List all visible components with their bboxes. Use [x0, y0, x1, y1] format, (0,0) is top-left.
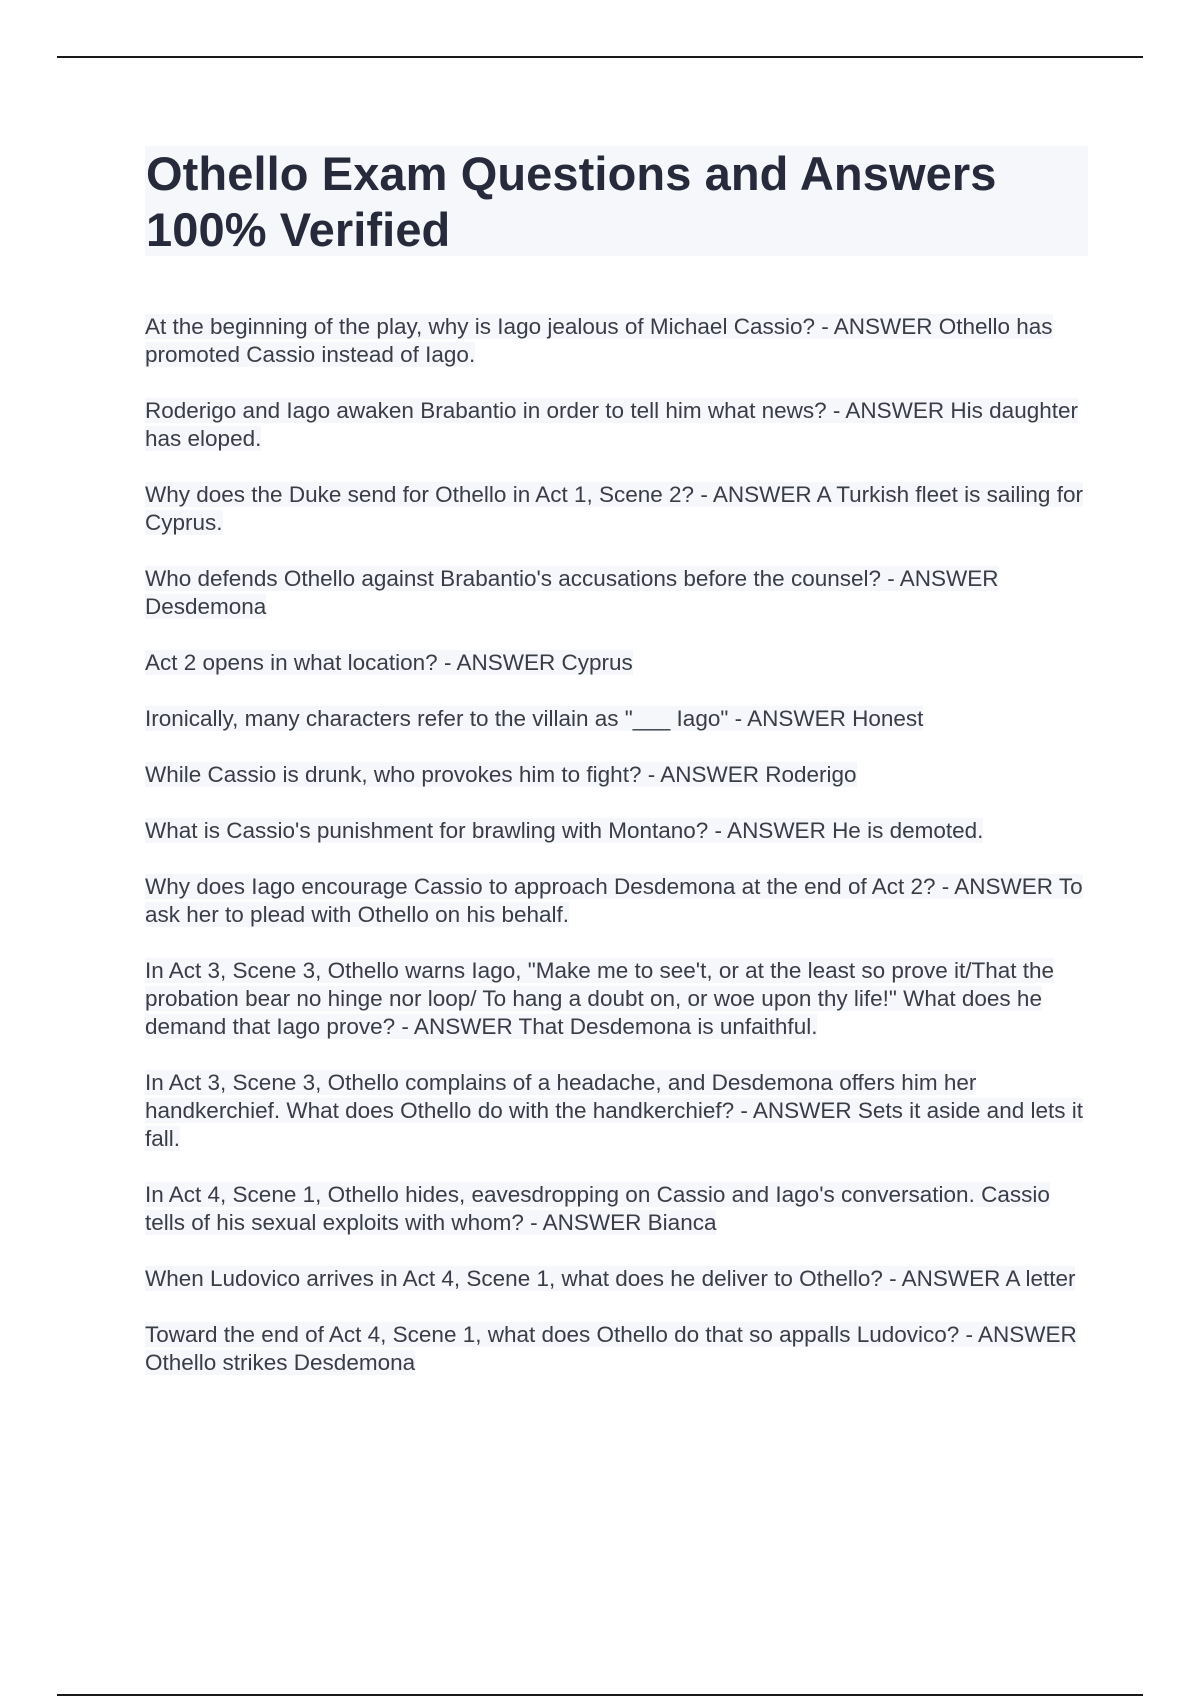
qa-item-5 [145, 649, 1090, 677]
qa-text: Why does Iago encourage Cassio to approach Desdemona at the end of Act 2? - ANSWER To ask her to plead with Othello on his behalf. [145, 874, 1083, 927]
qa-item-6 [145, 705, 1090, 733]
qa-text: When Ludovico arrives in Act 4, Scene 1, what does he deliver to Othello? - ANSWER A letter [145, 1266, 1076, 1291]
qa-text: Why does the Duke send for Othello in Act 1, Scene 2? - ANSWER A Turkish fleet is sailing for Cyprus. [145, 482, 1083, 535]
qa-item-8 [145, 817, 1090, 845]
document-title: Othello Exam Questions and Answers 100% Verified [146, 147, 997, 256]
qa-item-2 [145, 397, 1090, 453]
title-block [145, 146, 1088, 256]
qa-item-4 [145, 565, 1090, 621]
qa-item-10 [145, 957, 1090, 1041]
qa-item-1 [145, 313, 1090, 369]
qa-item-11 [145, 1069, 1090, 1153]
qa-item-12 [145, 1181, 1090, 1237]
qa-text: In Act 3, Scene 3, Othello complains of a headache, and Desdemona offers him her handkerchief. What does Othello do with the handkerchief? - ANSWER Sets it aside and lets it fall. [145, 1070, 1083, 1151]
header-rule [57, 56, 1143, 58]
qa-text: Ironically, many characters refer to the villain as "___ Iago" - ANSWER Honest [145, 706, 924, 731]
qa-text: Act 2 opens in what location? - ANSWER Cyprus [145, 650, 633, 675]
qa-text: In Act 3, Scene 3, Othello warns Iago, "Make me to see't, or at the least so prove it/That the probation bear no hinge nor loop/ To hang a doubt on, or woe upon thy life!" What does he demand that Iago prove? - ANSWER That Desdemona is unfaithful. [145, 958, 1055, 1039]
qa-item-14 [145, 1321, 1090, 1377]
qa-item-9 [145, 873, 1090, 929]
qa-text: What is Cassio's punishment for brawling with Montano? - ANSWER He is demoted. [145, 818, 984, 843]
qa-text: In Act 4, Scene 1, Othello hides, eavesdropping on Cassio and Iago's conversation. Cassio tells of his sexual exploits with whom? - ANSWER Bianca [145, 1182, 1050, 1235]
qa-text: Roderigo and Iago awaken Brabantio in order to tell him what news? - ANSWER His daughter has eloped. [145, 398, 1078, 451]
qa-list [145, 313, 1090, 1405]
footer-rule [57, 1694, 1143, 1696]
qa-text: Who defends Othello against Brabantio's accusations before the counsel? - ANSWER Desdemona [145, 566, 999, 619]
qa-item-7 [145, 761, 1090, 789]
qa-text: Toward the end of Act 4, Scene 1, what does Othello do that so appalls Ludovico? - ANSWER Othello strikes Desdemona [145, 1322, 1077, 1375]
qa-text: While Cassio is drunk, who provokes him to fight? - ANSWER Roderigo [145, 762, 857, 787]
qa-item-13 [145, 1265, 1090, 1293]
qa-text: At the beginning of the play, why is Iago jealous of Michael Cassio? - ANSWER Othello has promoted Cassio instead of Iago. [145, 314, 1053, 367]
qa-item-3 [145, 481, 1090, 537]
